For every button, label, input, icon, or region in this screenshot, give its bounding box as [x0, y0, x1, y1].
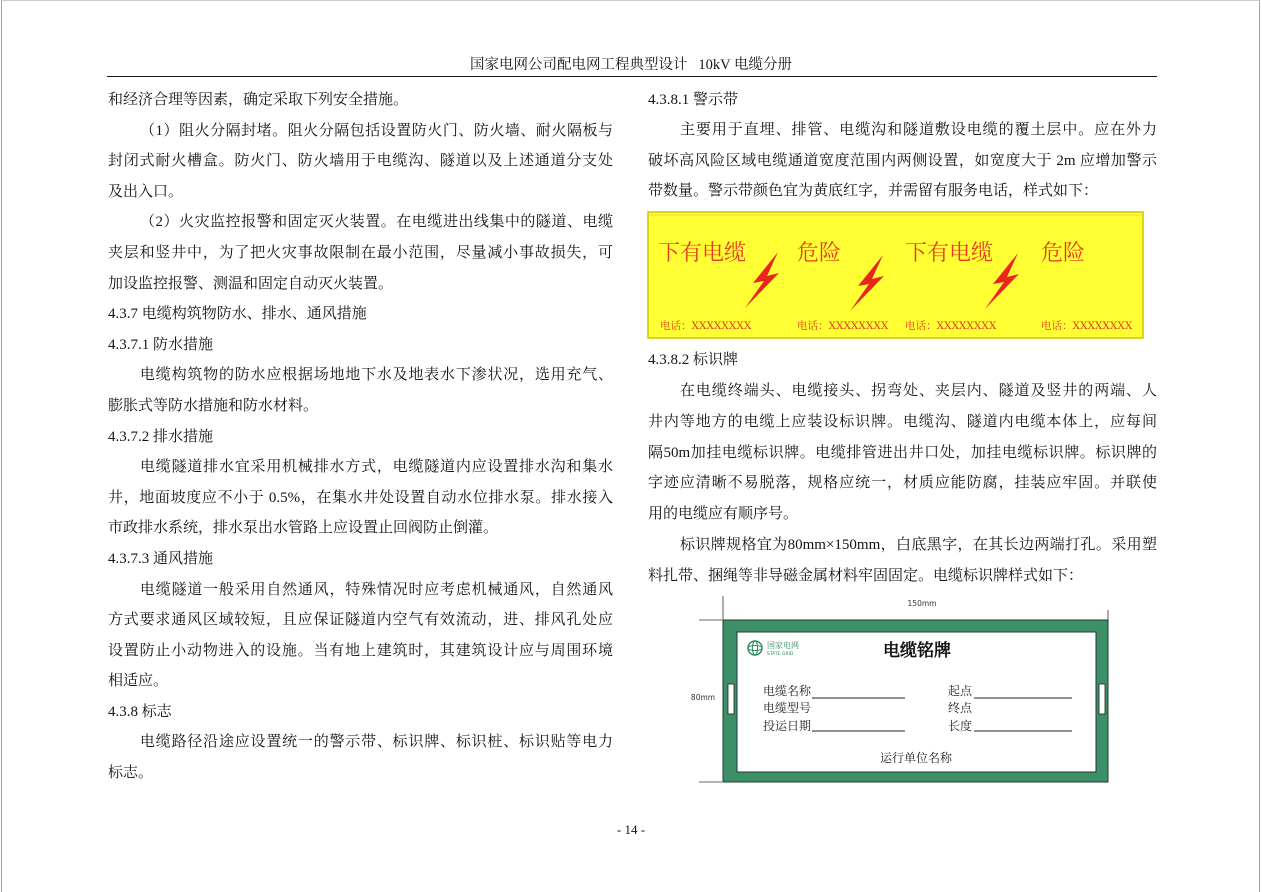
paragraph-line: （2）火灾监控报警和固定灭火装置。在电缆进出线集中的隧道、电缆 — [140, 214, 613, 231]
field-label: 长度 — [948, 719, 973, 733]
warning-label: 下有电缆 — [905, 241, 994, 266]
service-phone: 电话：XXXXXXXX — [797, 320, 889, 332]
paragraph-line: 膨胀式等防水措施和防水材料。 — [108, 397, 319, 414]
paragraph-line: 电缆构筑物的防水应根据场地地下水及地表水下渗状况，选用充气、 — [140, 367, 613, 384]
paragraph-line: 封闭式耐火槽盒。防火门、防火墙用于电缆沟、隧道以及上述通道分支处 — [108, 153, 613, 170]
paragraph-line: 设置防止小动物进入的设施。当有地上建筑时，其建筑设计应与周围环境 — [108, 642, 613, 659]
mounting-hole-left — [728, 684, 734, 714]
header-rule — [107, 76, 1157, 77]
paragraph-line: 在电缆终端头、电缆接头、拐弯处、夹层内、隧道及竖井的两端、人 — [680, 382, 1157, 399]
left-column — [108, 85, 613, 789]
section-heading: 4.3.7.1 防水措施 — [108, 336, 214, 353]
cable-nameplate-figure — [685, 592, 1115, 790]
paragraph-line: 井，地面坡度应不小于 0.5%，在集水井处设置自动水位排水泵。排水接入 — [108, 489, 613, 506]
paragraph-line: 夹层和竖井中，为了把火灾事故限制在最小范围，尽量减小事故损失，可 — [108, 244, 613, 261]
field-label: 投运日期 — [763, 719, 812, 733]
paragraph-line: 及出入口。 — [108, 183, 184, 200]
warning-tape-figure — [647, 211, 1145, 340]
height-dimension-label: 80mm — [690, 693, 716, 702]
field-label: 起点 — [948, 684, 973, 698]
paragraph-line: 电缆路径沿途应设置统一的警示带、标识牌、标识桩、标识贴等电力 — [140, 734, 613, 751]
paragraph-line: 和经济合理等因素，确定采取下列安全措施。 — [108, 92, 409, 108]
paragraph-line: 方式要求通风区域较短，且应保证隧道内空气有效流动，进、排风孔处应 — [108, 612, 613, 629]
operator-name-label: 运行单位名称 — [879, 751, 953, 765]
warning-label: 下有电缆 — [658, 241, 747, 266]
section-heading: 4.3.7 电缆构筑物防水、排水、通风措施 — [108, 306, 367, 323]
paragraph-line: 隔50m加挂电缆标识牌。电缆排管进出井口处，加挂电缆标识牌。标识牌的 — [648, 444, 1157, 461]
field-label: 电缆名称 — [763, 684, 812, 698]
section-heading: 4.3.7.3 通风措施 — [108, 550, 214, 567]
right-column-upper — [648, 85, 1157, 206]
section-heading: 4.3.8.2 标识牌 — [648, 352, 739, 368]
field-label: 电缆型号 — [763, 701, 812, 715]
section-heading: 4.3.8 标志 — [108, 703, 172, 720]
section-heading: 4.3.7.2 排水措施 — [108, 428, 214, 445]
paragraph-line: 市政排水系统，排水泵出水管路上应设置止回阀防止倒灌。 — [108, 520, 499, 537]
width-dimension-label: 150mm — [907, 599, 937, 608]
right-column-lower — [648, 345, 1157, 592]
paragraph-line: 标志。 — [108, 765, 154, 782]
paragraph-line: 带数量。警示带颜色宜为黄底红字，并需留有服务电话，样式如下： — [648, 182, 1099, 199]
paragraph-line: 标识牌规格宜为80mm×150mm，白底黑字，在其长边两端打孔。采用塑 — [680, 537, 1157, 554]
field-label: 终点 — [948, 701, 973, 715]
danger-label: 危险 — [1041, 241, 1086, 266]
danger-label: 危险 — [797, 241, 842, 266]
section-heading: 4.3.8.1 警示带 — [648, 92, 739, 108]
paragraph-line: 井内等地方的电缆上应装设标识牌。电缆沟、隧道内电缆本体上，应每间 — [648, 413, 1157, 430]
mounting-hole-right — [1099, 684, 1105, 714]
service-phone: 电话：XXXXXXXX — [1041, 320, 1133, 332]
paragraph-line: 相适应。 — [108, 673, 169, 690]
paragraph-line: 加设监控报警、测温和固定自动灭火装置。 — [108, 275, 394, 292]
running-header: 国家电网公司配电网工程典型设计 10kV 电缆分册 — [470, 57, 792, 73]
paragraph-line: 电缆隧道排水宜采用机械排水方式，电缆隧道内应设置排水沟和集水 — [140, 459, 613, 476]
logo-subtext: STATE GRID — [767, 652, 794, 657]
paragraph-line: （1）阻火分隔封堵。阻火分隔包括设置防火门、防火墙、耐火隔板与 — [140, 122, 613, 139]
page-number: - 14 - — [616, 822, 646, 837]
paragraph-line: 破坏高风险区域电缆通道宽度范围内两侧设置，如宽度大于 2m 应增加警示 — [648, 152, 1157, 169]
service-phone: 电话：XXXXXXXX — [905, 320, 997, 332]
service-phone: 电话：XXXXXXXX — [660, 320, 752, 332]
paragraph-line: 料扎带、捆绳等非导磁金属材料牢固固定。电缆标识牌样式如下： — [648, 567, 1084, 584]
paragraph-line: 用的电缆应有顺序号。 — [648, 506, 799, 523]
paragraph-line: 电缆隧道一般采用自然通风，特殊情况时应考虑机械通风，自然通风 — [140, 581, 613, 598]
paragraph-line: 主要用于直埋、排管、电缆沟和隧道敷设电缆的覆土层中。应在外力 — [680, 122, 1157, 139]
paragraph-line: 字迹应清晰不易脱落，规格应统一，材质应能防腐，挂装应牢固。并联使 — [648, 475, 1157, 492]
logo-text: 国家电网 — [767, 641, 799, 650]
nameplate-title: 电缆铭牌 — [883, 641, 951, 661]
